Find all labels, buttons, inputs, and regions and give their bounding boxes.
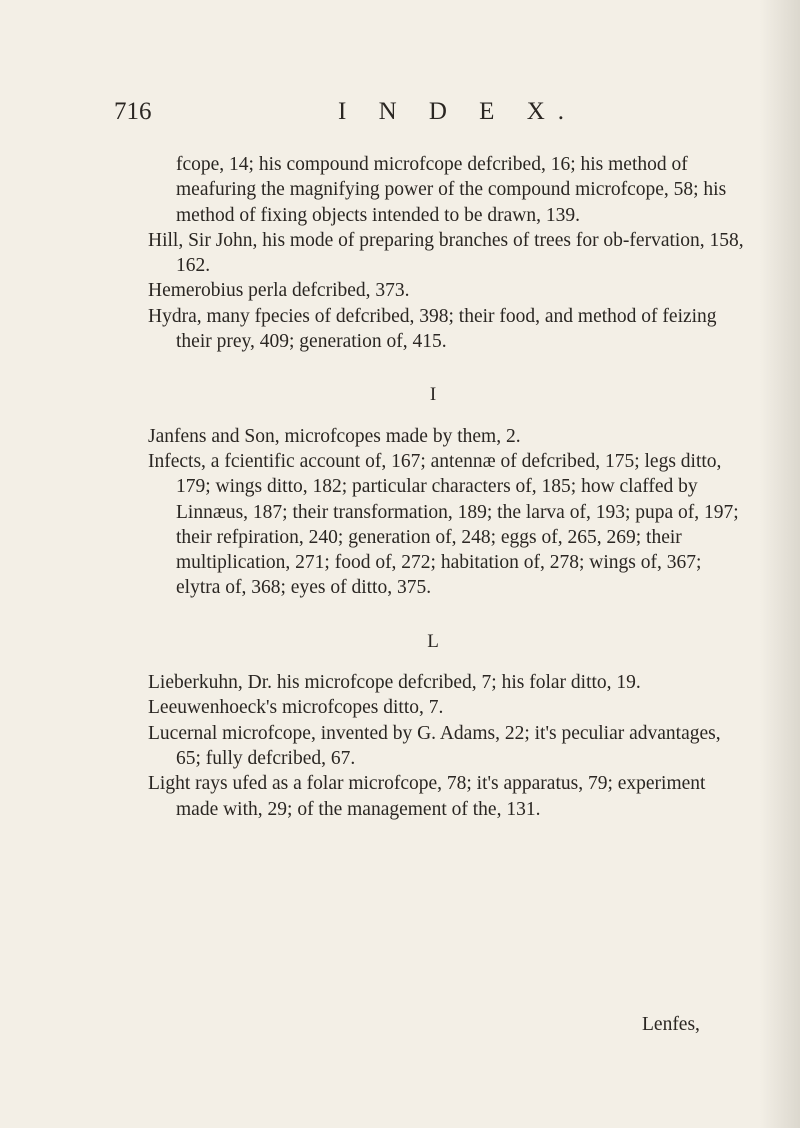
index-entry-hill: Hill, Sir John, his mode of preparing branches of trees for ob-fervation, 158, 162. [148, 229, 744, 277]
index-entry-lucernal: Lucernal microfcope, invented by G. Adams, 22; it's peculiar advantages, 65; fully defcribed, 67. [148, 722, 721, 769]
page-number: 716 [114, 98, 152, 125]
running-head-title: I N D E X. [338, 98, 578, 125]
page-header [96, 98, 736, 138]
index-entry-insects: Infects, a fcientific account of, 167; antennæ of defcribed, 175; legs ditto, 179; wings ditto, 182; particular characters of, 185; how claffed by Linnæus, 187; their transformation, 189; the larva of, 193; pupa of, 197; their refpiration, 240; generation of, 248; eggs of, 265, 269; their multiplication, 271; food of, 272; habitation of, 278; wings of, 367; elytra of, 368; eyes of ditto, 375. [148, 450, 739, 599]
catchword: Lenfes, [642, 1014, 700, 1035]
index-entry-light: Light rays ufed as a folar microfcope, 78; it's apparatus, 79; experiment made with, 29; of the management of the, 131. [148, 773, 706, 820]
section-letter-i: I [429, 384, 437, 406]
index-content [148, 152, 748, 822]
section-letter-l: L [427, 630, 439, 652]
index-entry-lieberkuhn: Lieberkuhn, Dr. his microfcope defcribed, 7; his folar ditto, 19. [148, 672, 641, 694]
index-entry-continuation: fcope, 14; his compound microfcope defcribed, 16; his method of meafuring the magnifying power of the compound microfcope, 58; his method of fixing objects intended to be drawn, 139. [176, 154, 727, 226]
index-entry-hydra: Hydra, many fpecies of defcribed, 398; their food, and method of feizing their prey, 409; generation of, 415. [148, 305, 717, 353]
index-entry-leeuwenhoeck: Leeuwenhoeck's microfcopes ditto, 7. [148, 697, 444, 719]
index-entry-jansens: Janfens and Son, microfcopes made by them, 2. [148, 425, 521, 447]
page-edge-shadow [760, 0, 800, 1128]
index-entry-hemerobius: Hemerobius perla defcribed, 373. [148, 280, 410, 302]
